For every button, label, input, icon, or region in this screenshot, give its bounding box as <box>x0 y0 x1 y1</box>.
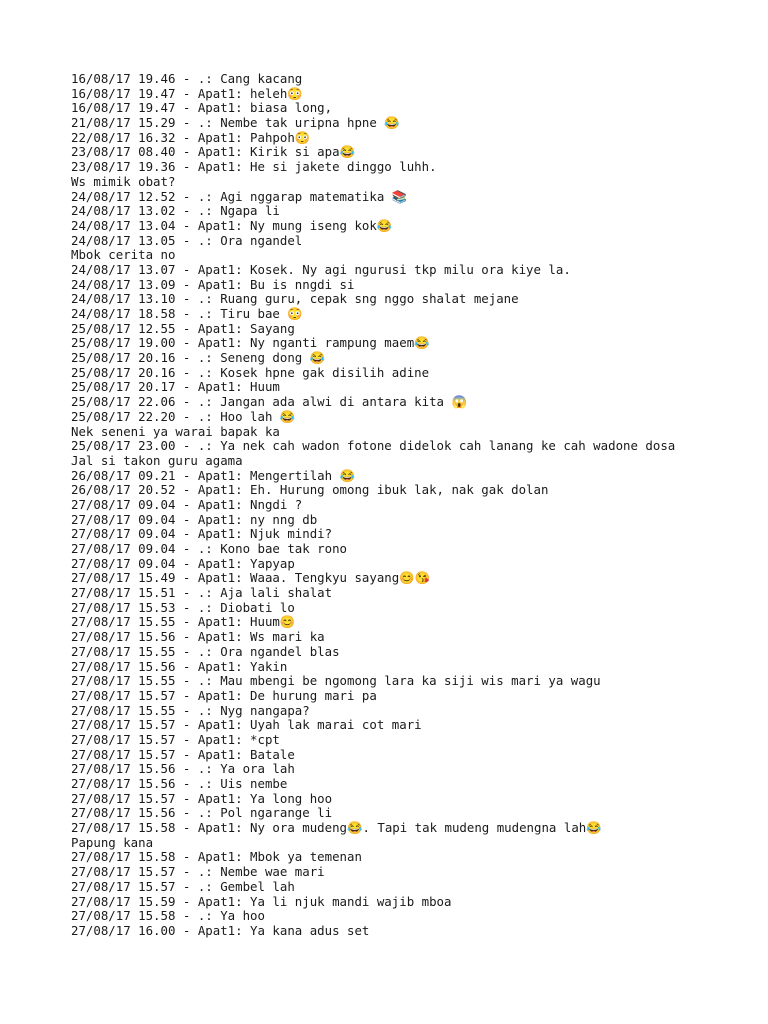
chat-line: 27/08/17 09.04 - Apat1: Njuk mindi? <box>71 526 333 542</box>
chat-line: 27/08/17 15.57 - .: Gembel lah <box>71 878 295 894</box>
chat-line: 21/08/17 15.29 - .: Nembe tak uripna hpne 😂 <box>71 115 400 131</box>
chat-line: 25/08/17 12.55 - Apat1: Sayang <box>71 320 295 336</box>
chat-line: Papung kana <box>71 834 154 850</box>
chat-line: 24/08/17 13.09 - Apat1: Bu is nngdi si <box>71 276 355 292</box>
chat-line: 27/08/17 15.57 - Apat1: Uyah lak marai cot mari <box>71 717 422 733</box>
chat-line: 27/08/17 15.55 - .: Ora ngandel blas <box>71 643 340 659</box>
chat-line: Ws mimik obat? <box>71 173 176 189</box>
chat-line: 27/08/17 15.57 - Apat1: De hurung mari pa <box>71 687 377 703</box>
chat-line: 25/08/17 19.00 - Apat1: Ny nganti rampung maem😂 <box>71 335 430 351</box>
chat-line: 27/08/17 15.55 - Apat1: Huum😊 <box>71 614 296 630</box>
chat-line: 27/08/17 16.00 - Apat1: Ya kana adus set <box>71 922 370 938</box>
chat-line: 25/08/17 22.20 - .: Hoo lah 😂 <box>71 408 296 424</box>
chat-line: 27/08/17 15.55 - .: Nyg nangapa? <box>71 702 310 718</box>
chat-line: 26/08/17 20.52 - Apat1: Eh. Hurung omong ibuk lak, nak gak dolan <box>71 482 549 498</box>
chat-line: 27/08/17 15.53 - .: Diobati lo <box>71 599 295 615</box>
chat-line: 27/08/17 15.58 - Apat1: Ny ora mudeng😂. Tapi tak mudeng mudengna lah😂 <box>71 820 602 836</box>
chat-line: 27/08/17 09.04 - Apat1: Nngdi ? <box>71 496 303 512</box>
chat-line: 25/08/17 20.17 - Apat1: Huum <box>71 379 280 395</box>
chat-line: 25/08/17 20.16 - .: Seneng dong 😂 <box>71 350 326 366</box>
chat-line: 24/08/17 13.07 - Apat1: Kosek. Ny agi ngurusi tkp milu ora kiye la. <box>71 261 571 277</box>
chat-line: 25/08/17 20.16 - .: Kosek hpne gak disilih adine <box>71 364 430 380</box>
chat-line: 27/08/17 15.57 - .: Nembe wae mari <box>71 864 325 880</box>
chat-line: 22/08/17 16.32 - Apat1: Pahpoh😳 <box>71 129 311 145</box>
chat-line: Jal si takon guru agama <box>71 452 243 468</box>
chat-line: 27/08/17 15.49 - Apat1: Waaa. Tengkyu sayang😊😘 <box>71 570 431 586</box>
chat-line: 24/08/17 18.58 - .: Tiru bae 😳 <box>71 306 303 321</box>
chat-line: 27/08/17 15.58 - Apat1: Mbok ya temenan <box>71 849 362 865</box>
chat-line: 26/08/17 09.21 - Apat1: Mengertilah 😂 <box>71 467 355 483</box>
chat-line: 27/08/17 15.51 - .: Aja lali shalat <box>71 585 333 601</box>
chat-line: 16/08/17 19.47 - Apat1: heleh😳 <box>71 85 303 101</box>
chat-line: 27/08/17 15.56 - .: Ya ora lah <box>71 761 295 777</box>
chat-line: 16/08/17 19.47 - Apat1: biasa long, <box>71 100 333 116</box>
chat-line: 25/08/17 23.00 - .: Ya nek cah wadon fotone didelok cah lanang ke cah wadone dosa <box>71 438 676 454</box>
chat-line: 27/08/17 15.56 - Apat1: Yakin <box>71 658 288 674</box>
chat-line: 23/08/17 19.36 - Apat1: He si jakete dinggo luhh. <box>71 159 437 175</box>
chat-line: 27/08/17 15.57 - Apat1: *cpt <box>71 731 280 747</box>
chat-line: 27/08/17 15.59 - Apat1: Ya li njuk mandi wajib mboa <box>71 893 452 909</box>
chat-line: 16/08/17 19.46 - .: Cang kacang <box>71 71 303 86</box>
chat-line: 23/08/17 08.40 - Apat1: Kirik si apa😂 <box>71 144 355 160</box>
chat-line: 24/08/17 13.02 - .: Ngapa li <box>71 203 280 219</box>
chat-line: 27/08/17 09.04 - Apat1: Yapyap <box>71 555 295 571</box>
chat-line: 25/08/17 22.06 - .: Jangan ada alwi di antara kita 😱 <box>71 394 467 410</box>
chat-line: 27/08/17 15.57 - Apat1: Ya long hoo <box>71 790 333 806</box>
chat-line: 27/08/17 15.56 - .: Uis nembe <box>71 776 288 791</box>
chat-line: 24/08/17 13.10 - .: Ruang guru, cepak sng nggo shalat mejane <box>71 291 519 307</box>
chat-line: Mbok cerita no <box>71 247 176 263</box>
chat-line: 24/08/17 13.05 - .: Ora ngandel <box>71 232 303 248</box>
chat-line: 27/08/17 09.04 - Apat1: ny nng db <box>71 511 318 527</box>
chat-line: 24/08/17 12.52 - .: Agi nggarap matematika 📚 <box>71 188 408 204</box>
chat-line: 27/08/17 15.57 - Apat1: Batale <box>71 746 295 762</box>
chat-line: Nek seneni ya warai bapak ka <box>71 423 280 439</box>
chat-line: 24/08/17 13.04 - Apat1: Ny mung iseng kok😂 <box>71 217 393 233</box>
chat-line: 27/08/17 15.56 - .: Pol ngarange li <box>71 805 333 821</box>
chat-line: 27/08/17 15.55 - .: Mau mbengi be ngomong lara ka siji wis mari ya wagu <box>71 673 601 689</box>
chat-line: 27/08/17 15.56 - Apat1: Ws mari ka <box>71 629 325 645</box>
chat-line: 27/08/17 09.04 - .: Kono bae tak rono <box>71 541 348 556</box>
chat-line: 27/08/17 15.58 - .: Ya hoo <box>71 908 265 924</box>
